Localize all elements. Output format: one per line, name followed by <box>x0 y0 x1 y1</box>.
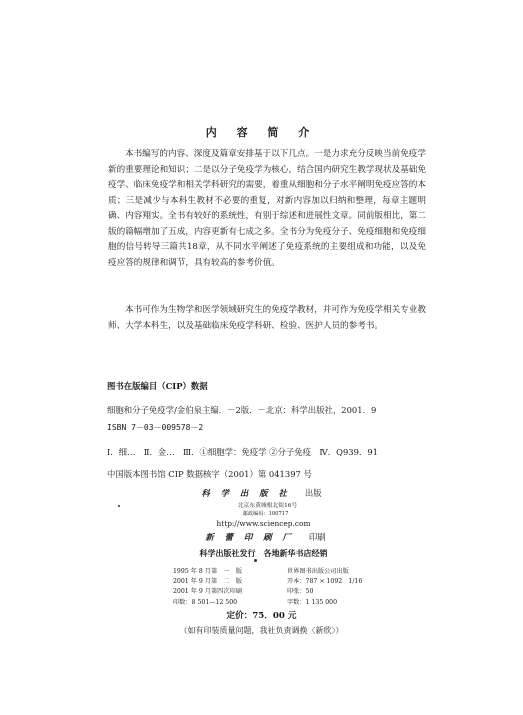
edition-row: 2001 年 9 月第四次印刷 <box>173 588 242 596</box>
price: 定价：75．00 元 <box>226 611 297 621</box>
printer-role: 印刷 <box>308 532 326 542</box>
edition-row: 开本：787 × 1092 1/16 <box>287 578 363 586</box>
intro-paragraph-2: 本书可作为生物学和医学领域研究生的免疫学教材，并可作为免疫学相关专业教师、大学本科生，以及基础临床免疫学科研、检验、医护人员的参考书。 <box>108 305 426 331</box>
separator-dot <box>254 559 257 562</box>
publisher-line <box>0 487 523 499</box>
publisher-url: http://www.sciencep.com <box>216 519 311 528</box>
printer-line <box>4 531 523 543</box>
edition-row: 1995 年 8 月第 一 版 <box>173 568 242 575</box>
cip-book-line: 细胞和分子免疫学/金伯泉主编．－2版．－北京：科学出版社，2001．9 <box>107 405 377 415</box>
intro-paragraph-1: 本书编写的内容、深度及篇章安排基于以下几点。一是力求充分反映当前免疫学新的重要理论和知识；二是以分子免疫学为核心，结合国内研究生教学现状及基础免疫学、临床免疫学和相关学科研究的需要，着重从细胞和分子水平阐明免疫应答的本质；三是减少与本科生教材不必要的重复，对新内容加以归纳和整理，每章主题明确、内容翔实。全书有较好的系统性，有别于综述和进展性文章。同前版相比，第二版的篇幅增加了五成，内容更新有七成之多。全书分为免疫分子、免疫细胞和免疫细胞的信号转导三篇共18章，从不同水平阐述了免疫系统的主要组成和功能，以及免疫应答的规律和调节，具有较高的参考价值。 <box>108 149 426 268</box>
cip-isbn: ISBN 7－03－009578－2 <box>107 423 204 432</box>
print-speck <box>118 505 120 507</box>
distribution-line: 科学出版社发行 各地新华书店经销 <box>199 548 328 558</box>
publisher-postal-code: 邮政编码：100717 <box>242 511 289 517</box>
edition-row: 字数：1 135 000 <box>287 598 338 606</box>
cip-title: 图书在版编目（CIP）数据 <box>107 381 208 391</box>
intro-title: 内 容 简 介 <box>205 126 318 139</box>
edition-row: 2001 年 9 月第 二 版 <box>173 578 242 586</box>
printer-name: 新 蕾 印 刷 厂 <box>205 532 295 542</box>
publisher-name: 科 学 出 版 社 <box>201 488 291 498</box>
cip-classification: Ⅰ．细… Ⅱ．金… Ⅲ．①细胞学：免疫学 ②分子免疫 Ⅳ．Q939．91 <box>107 447 378 457</box>
edition-info-left <box>173 567 242 608</box>
cip-record-number: 中国版本图书馆 CIP 数据核字（2001）第 041397 号 <box>107 469 312 479</box>
publisher-address: 北京东黄城根北街16号 <box>237 503 298 509</box>
edition-row: 印数：8 501—12 500 <box>173 598 238 606</box>
edition-row: 印张：50 <box>287 588 314 596</box>
quality-notice: （如有印装质量问题，我社负责调换〈新欣〉） <box>179 626 344 635</box>
edition-row: 世界图书出版公司出版 <box>287 568 349 575</box>
publisher-role: 出版 <box>304 488 322 498</box>
edition-info-right <box>287 567 362 608</box>
